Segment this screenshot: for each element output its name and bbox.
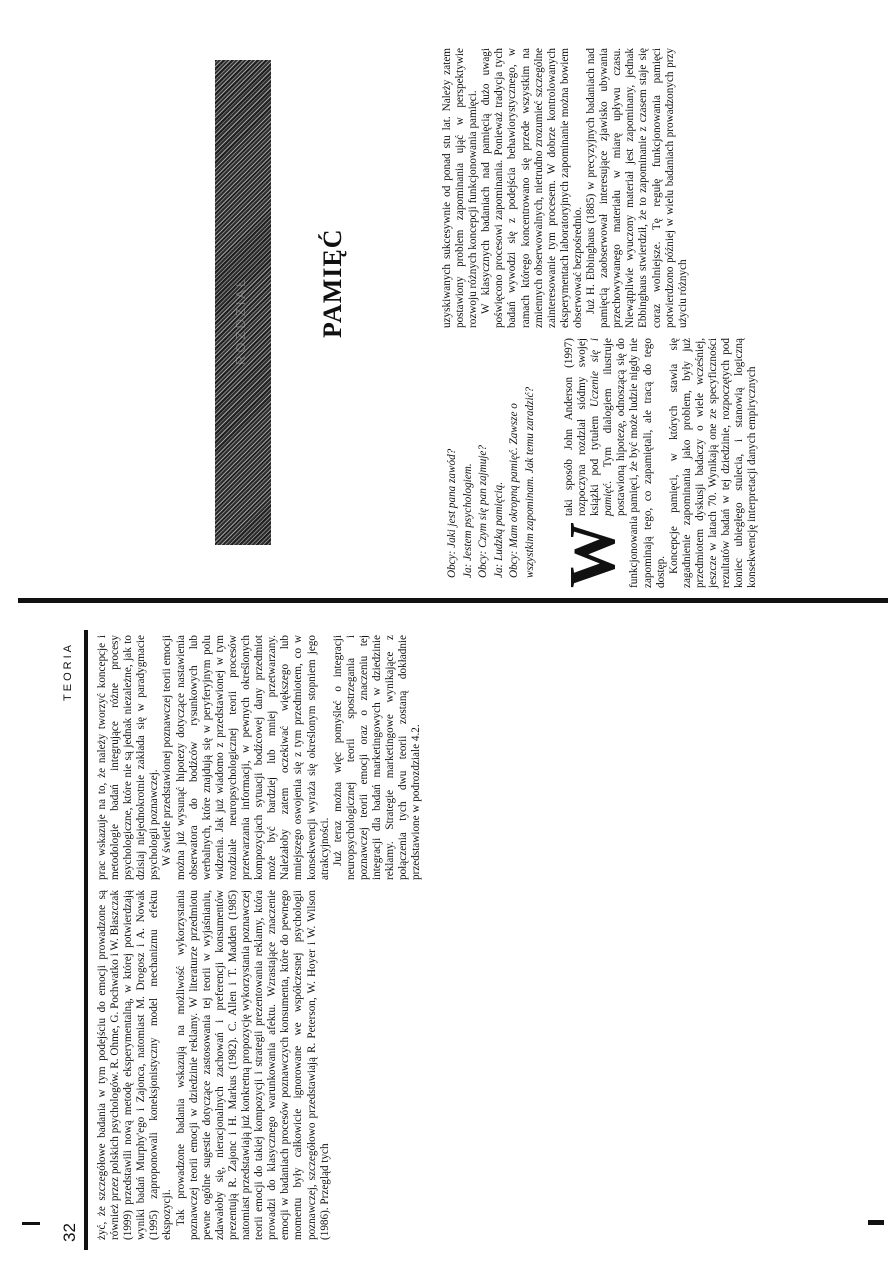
book-title: Uczenie się i pamięć [589,338,615,516]
page-gutter-divider [18,598,888,603]
dialog-line: Obcy: Jaki jest pana zawód? [446,448,458,578]
paragraph: Już teraz można więc pomyśleć o integracji neuropsychologicznej teorii spostrzegania i poznawczej teorii emocji oraz o znaczeniu tej integracji dla badań marketingowych w dziedzinie reklamy. Strategie marketingowe wynikające z połączenia tych dwu teorii zostaną dokładnie przedstawione w podrozdziale 4.2. [331,635,423,880]
left-page-column-1 [96,890,332,1240]
page-number: 32 [60,1223,79,1242]
paragraph: W klasycznych badaniach nad pamięcią dużo uwagi poświęcono procesowi zapominania. Ponieważ tradycja tych badań wywodzi się z podejścia behawiorystycznego, w ramach którego koncentrowano się przede wszystkim na zmiennych obserwowalnych, nietrudno zrozumieć szczególne zainteresowanie tym procesem. W dobrze kontrolowanych eksperymentach laboratoryjnych zapominanie można bowiem obserwować bezpośrednio. [480,48,584,328]
dialog-line: Ja: Jestem psychologiem. [461,463,474,578]
paragraph: Tak prowadzone badania wskazują na możliwość wykorzystania poznawczej teorii emocji w dziedzinie reklamy. W literaturze przedmiotu pewne ogólne sugestie dotyczące zastosowania tej teorii w wyjaśnianiu, zdawałoby się, nieracjonalnych zachowań i preferencji konsumentów prezentują R. Zajonc i H. Markus (1982). C. Allen i T. Madden (1985) natomiast przedstawiają już konkretną propozycję wykorzystania poznawczej teorii emocji do takiej kompozycji i strategii prezentowania reklamy, która prowadzi do klasycznego warunkowania afektu. Wzrastające znaczenie emocji w badaniach procesów poznawczych konsumenta, które do pewnego momentu były całkowicie ignorowane we współczesnej psychologii poznawczej, szczegółowo przedstawiają R. Peterson, W. Hoyer i W. Wilson (1986). Przegląd tych [174,890,331,1240]
paragraph: W świetle przedstawionej poznawczej teorii emocji można już wysunąć hipotezy dotyczące nastawienia obserwatora do bodźców rysunkowych lub werbalnych, które znajdują się w peryferyjnym polu widzenia. Jak już wiadomo z przedstawionej w tym rozdziale neuropsychologicznej teorii procesów przetwarzania informacji, w pewnych określonych kompozycjach sytuacji bodźcowej dany przedmiot może być bardziej lub mniej przetwarzany. Należałoby zatem oczekiwać większego lub mniejszego oswojenia się z tym przedmiotem, co w konsekwencji wyraża się określonym stopniem jego atrakcyjności. [161,635,331,880]
paragraph: Już H. Ebbinghaus (1885) w precyzyjnych badaniach nad pamięcią zaobserwował interesujące zjawisko ubywania przechowywanego materiału w miarę upływu czasu. Niewątpliwie wyuczony materiał jest zapominany, jednak Ebbinghaus stwierdził, że to zapominanie z czasem staje się coraz wolniejsze. Tę regułę funkcjonowania pamięci potwierdzono później w wielu badaniach prowadzonych przy użyciu różnych [585,48,689,328]
scan-edge-mark [868,1220,884,1225]
scan-edge-mark [22,1222,40,1225]
chapter-header-band [215,60,271,545]
paragraph: uzyskiwanych sukcesywnie od ponad stu lat. Należy zatem postawiony problem zapominania ująć w perspektywie rozwoju różnych koncepcji funkcjonowania pamięci. [441,48,480,328]
left-page [60,610,520,1250]
chapter-title: PAMIĘĆ [318,228,347,338]
dialog-line: Ja: Ludzką pamięcią. [492,481,505,578]
epigraph-dialog [445,358,538,578]
paragraph: prac wskazuje na to, że należy tworzyć koncepcje i metodologie badań integrujące różne procesy psychologiczne, które nie są jednak niezależne, jak to dzisiaj niejednokrotnie zakłada się w paradygmacie psychologii poznawczej. [96,635,161,880]
right-page [425,38,845,598]
right-page-column-1 [556,338,759,588]
running-head [60,630,88,1250]
paragraph: żyć, że szczegółowe badania w tym podejściu do emocji prowadzone są również przez polskich psychologów. R. Ohme, G. Pochwatko i W. Błaszczak (1999) przedstawili nową metodę eksperymentalną, w której potwierdzają wyniki badań Murphy'ego i Zajonca, natomiast M. Drogosz i A. Nowak (1995) zaproponowali koneksjonistyczny model mechanizmu efektu ekspozycji. [96,890,174,1240]
section-name: TEORIA [62,642,74,701]
right-page-column-2 [441,48,690,328]
drop-cap: W [556,522,629,588]
dialog-line: Obcy: Czym się pan zajmuje? [477,445,489,578]
paragraph: Koncepcje pamięci, w których stawia się zagadnienie zapominania jako problem, były już przedmiotem dyskusji badaczy o wiele wcześniej, jeszcze w latach 70. Wynikają one ze specyficzności rezultatów badań w tej dziedzinie, rozpoczętych pod koniec ubiegłego stulecia, i stanowią logiczną konsekwencję interpretacji danych empirycznych [667,338,759,588]
chapter-label: ROZDZIAŁ [233,276,248,365]
dialog-line: Obcy: Mam okropną pamięć. Zawsze o wszystkim zapominam. Jak temu zaradzić? [508,386,536,578]
opening-paragraph: W taki sposób John Anderson (1997) rozpoczyna rozdział siódmy swojej książki pod tytułem Uczenie się i pamięć. Tym dialogiem ilustruje postawioną hipotezę, odnoszącą się do funkcjonowania pamięci, że być może ludzie nigdy nie zapominają tego, co zapamiętali, ale tracą do tego dostęp. [556,338,667,588]
left-page-column-2 [96,635,423,880]
